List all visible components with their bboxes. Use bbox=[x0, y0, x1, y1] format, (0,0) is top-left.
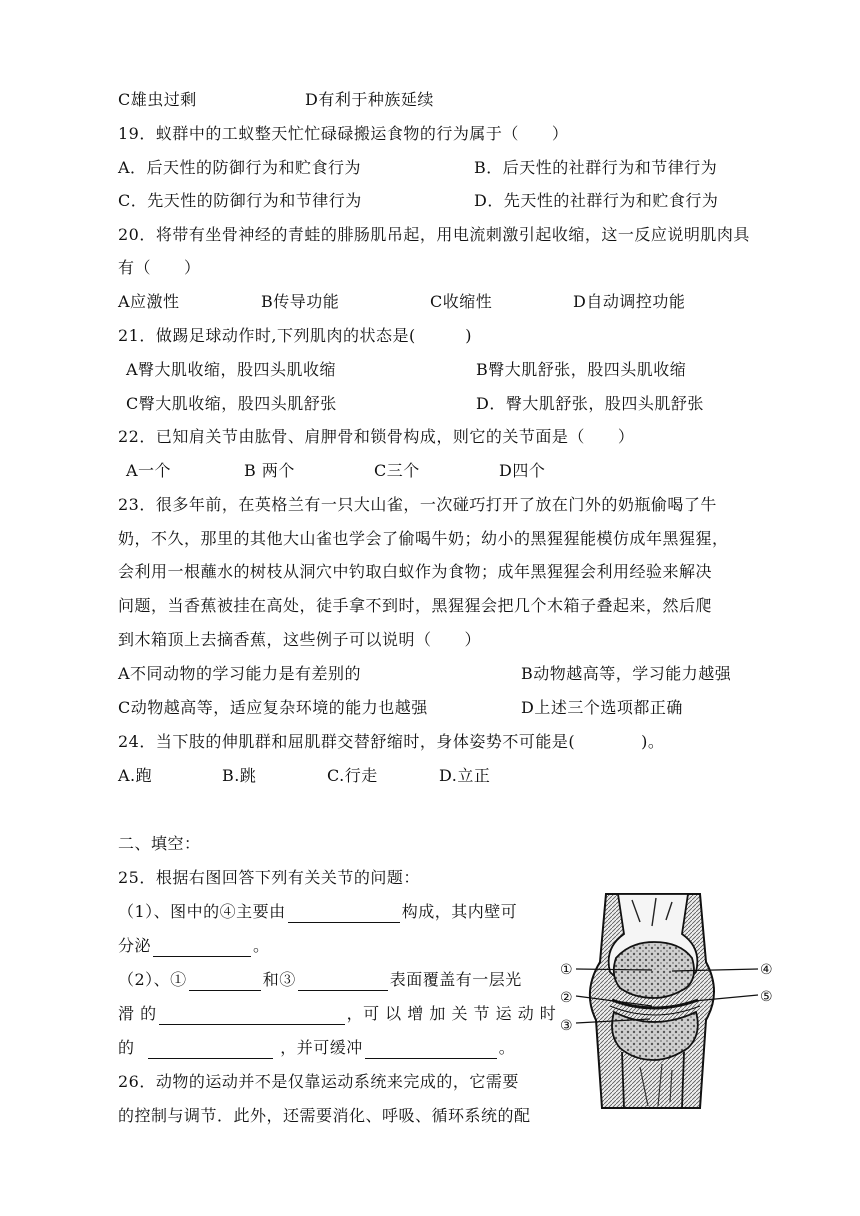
label-3: ③ bbox=[560, 1018, 573, 1034]
q20-option-b: B传导功能 bbox=[261, 292, 340, 311]
q23-stem-line1: 23．很多年前，在英格兰有一只大山雀，一次碰巧打开了放在门外的奶瓶偷喝了牛 bbox=[118, 495, 717, 514]
q25-p2-text-e: ，可 以 增 加 关 节 运 动 时 bbox=[346, 1004, 557, 1023]
q20-stem-line1: 20．将带有坐骨神经的青蛙的腓肠肌吊起，用电流刺激引起收缩，这一反应说明肌肉具 bbox=[118, 225, 750, 244]
q19-stem: 19．蚁群中的工蚁整天忙忙碌碌搬运食物的行为属于（ ） bbox=[118, 124, 569, 143]
q25-p2-text-h: 。 bbox=[498, 1038, 516, 1057]
q24-option-d: D.立正 bbox=[439, 766, 491, 785]
q25-part2-line3 bbox=[118, 1037, 515, 1059]
q21-option-a: A臀大肌收缩，股四头肌收缩 bbox=[126, 360, 337, 379]
q23-stem-line3: 会利用一根蘸水的树枝从洞穴中钓取白蚁作为食物；成年黑猩猩会利用经验来解决 bbox=[118, 562, 713, 581]
q23-option-b: B动物越高等，学习能力越强 bbox=[521, 664, 732, 683]
q25-p1-text-d: 。 bbox=[253, 936, 270, 955]
q25-p2-text-f: 的 bbox=[118, 1038, 135, 1057]
q25-p1-text-c: 分泌 bbox=[118, 936, 152, 955]
label-1: ① bbox=[560, 962, 573, 978]
q19-option-d: D．先天性的社群行为和贮食行为 bbox=[474, 191, 719, 210]
q25-part2-line2 bbox=[118, 1003, 556, 1025]
q20-option-c: C收缩性 bbox=[430, 292, 493, 311]
q25-blank-3[interactable] bbox=[189, 972, 261, 991]
section-2-title: 二、填空： bbox=[118, 834, 201, 853]
q19-option-c: C．先天性的防御行为和节律行为 bbox=[118, 191, 362, 210]
q22-stem: 22．已知肩关节由肱骨、肩胛骨和锁骨构成，则它的关节面是（ ） bbox=[118, 427, 635, 446]
q25-p1-text-a: （1）、图中的④主要由 bbox=[118, 902, 286, 921]
q23-option-a: A不同动物的学习能力是有差别的 bbox=[118, 664, 362, 683]
q25-p2-text-a: （2）、① bbox=[118, 970, 187, 989]
label-5: ⑤ bbox=[760, 989, 773, 1005]
q24-stem: 24．当下肢的伸肌群和屈肌群交替舒缩时，身体姿势不可能是( )。 bbox=[118, 732, 665, 751]
q18-option-d: D有利于种族延续 bbox=[305, 90, 434, 109]
q26-line2: 的控制与调节．此外，还需要消化、呼吸、循环系统的配 bbox=[118, 1106, 531, 1125]
q24-option-a: A.跑 bbox=[118, 766, 153, 785]
label-2: ② bbox=[560, 990, 573, 1006]
q25-p2-text-b: 和③ bbox=[262, 970, 296, 989]
q23-option-d: D上述三个选项都正确 bbox=[521, 698, 683, 717]
q20-option-a: A应激性 bbox=[118, 292, 180, 311]
q23-stem-line4: 问题，当香蕉被挂在高处，徒手拿不到时，黑猩猩会把几个木箱子叠起来，然后爬 bbox=[118, 596, 713, 615]
q25-blank-2[interactable] bbox=[153, 938, 251, 957]
q21-stem: 21．做踢足球动作时,下列肌肉的状态是( ) bbox=[118, 326, 472, 345]
q25-p2-text-d: 滑 的 bbox=[118, 1004, 157, 1023]
q22-option-a: A一个 bbox=[126, 461, 172, 480]
q21-option-b: B臀大肌舒张，股四头肌收缩 bbox=[476, 360, 687, 379]
q25-blank-7[interactable] bbox=[365, 1040, 497, 1059]
label-4: ④ bbox=[760, 962, 773, 978]
q26-line1: 26．动物的运动并不是仅靠运动系统来完成的，它需要 bbox=[118, 1072, 519, 1091]
q25-blank-5[interactable] bbox=[159, 1006, 345, 1025]
q25-part1-line1 bbox=[118, 901, 517, 923]
q24-option-b: B.跳 bbox=[222, 766, 257, 785]
q21-option-c: C臀大肌收缩，股四头肌舒张 bbox=[126, 394, 337, 413]
q20-option-d: D自动调控功能 bbox=[573, 292, 686, 311]
q23-option-c: C动物越高等，适应复杂环境的能力也越强 bbox=[118, 698, 428, 717]
q25-blank-4[interactable] bbox=[298, 972, 388, 991]
q20-stem-line2: 有（ ） bbox=[118, 258, 201, 277]
q22-option-b: B 两个 bbox=[244, 461, 295, 480]
q25-blank-1[interactable] bbox=[288, 904, 400, 923]
q23-stem-line2: 奶，不久，那里的其他大山雀也学会了偷喝牛奶；幼小的黑猩猩能模仿成年黑猩猩， bbox=[118, 529, 729, 548]
q22-option-c: C三个 bbox=[374, 461, 420, 480]
q25-stem: 25．根据右图回答下列有关关节的问题： bbox=[118, 868, 420, 887]
q19-option-a: A．后天性的防御行为和贮食行为 bbox=[118, 158, 362, 177]
q18-option-c: C雄虫过剩 bbox=[118, 90, 197, 109]
q21-option-d: D．臀大肌舒张，股四头肌舒张 bbox=[476, 394, 704, 413]
q23-stem-line5: 到木箱顶上去摘香蕉，这些例子可以说明（ ） bbox=[118, 630, 482, 649]
q25-part1-line2 bbox=[118, 935, 270, 957]
joint-diagram bbox=[560, 892, 785, 1110]
q25-part2-line1 bbox=[118, 969, 522, 991]
q19-option-b: B．后天性的社群行为和节律行为 bbox=[474, 158, 718, 177]
q25-p2-text-g: ，并可缓冲 bbox=[280, 1038, 363, 1057]
q25-blank-6[interactable] bbox=[148, 1040, 273, 1059]
q25-p2-text-c: 表面覆盖有一层光 bbox=[389, 970, 522, 989]
q25-p1-text-b: 构成，其内壁可 bbox=[401, 902, 518, 921]
q24-option-c: C.行走 bbox=[327, 766, 378, 785]
q22-option-d: D四个 bbox=[499, 461, 546, 480]
